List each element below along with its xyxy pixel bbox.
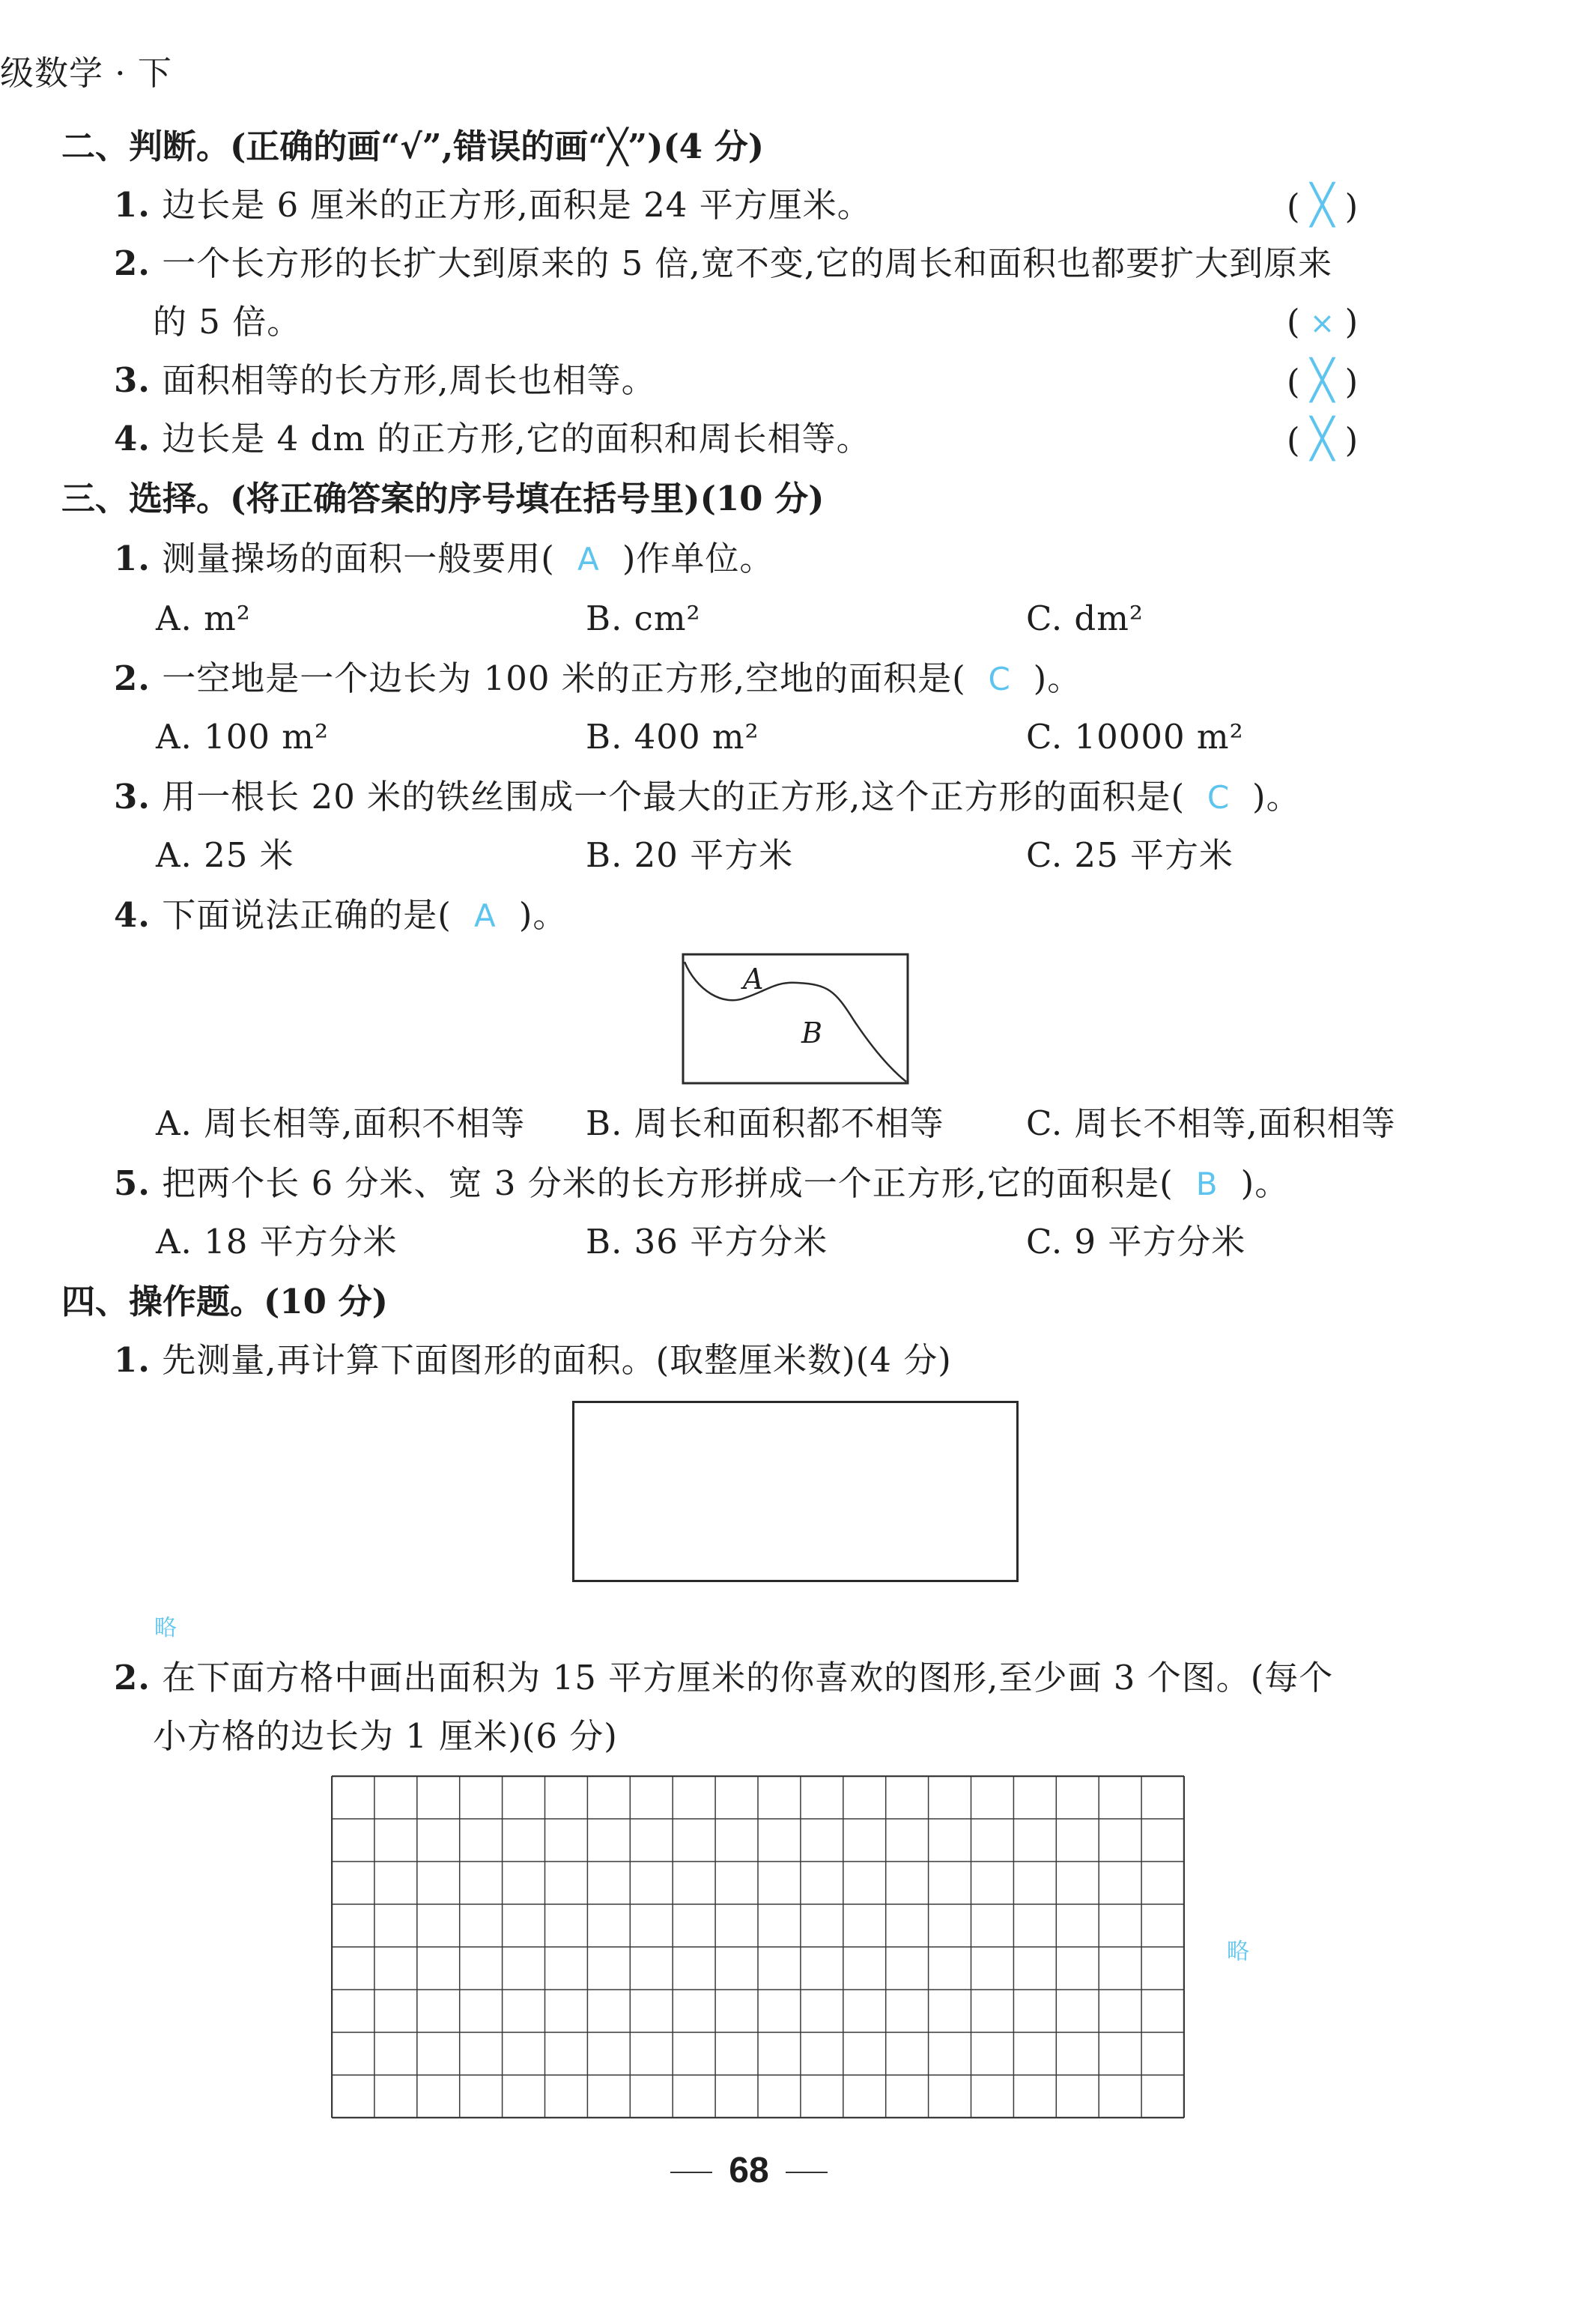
choice-1-option-c: C. dm² (1026, 599, 1144, 638)
choice-2-option-b: B. 400 m² (586, 717, 759, 757)
judge-item-3 (114, 358, 656, 403)
choice-question-4 (114, 893, 567, 939)
judge-item-3-number: 3. (114, 360, 151, 400)
divided-rectangle-figure (682, 953, 909, 1085)
choice-question-5-text: 把两个长 6 分米、宽 3 分米的长方形拼成一个正方形,它的面积是( (162, 1163, 1174, 1203)
judge-answer-3: ( ╳ ) (1287, 358, 1359, 403)
operation-1-answer: 略 (154, 1615, 177, 1641)
judge-item-1-number: 1. (114, 185, 151, 225)
judge-item-4 (114, 417, 871, 461)
judge-item-1-text: 边长是 6 厘米的正方形,面积是 24 平方厘米。 (162, 185, 872, 225)
choice-2-option-c: C. 10000 m² (1026, 717, 1244, 757)
choice-5-option-a: A. 18 平方分米 (156, 1222, 398, 1261)
choice-5-option-b: B. 36 平方分米 (586, 1222, 828, 1261)
operation-question-2-continued: 小方格的边长为 1 厘米)(6 分) (153, 1716, 618, 1756)
choice-question-1-answer: A (577, 541, 600, 578)
choice-question-1-suffix: )作单位。 (622, 539, 774, 578)
judge-item-2-continued: 的 5 倍。 (153, 302, 302, 342)
choice-4-option-c: C. 周长不相等,面积相等 (1026, 1103, 1396, 1143)
choice-question-2-suffix: )。 (1033, 658, 1082, 698)
judge-answer-3-mark: ╳ (1310, 358, 1335, 403)
choice-4-option-a: A. 周长相等,面积不相等 (156, 1103, 526, 1143)
figure-label-b: B (801, 1017, 822, 1049)
operation-question-1-text: 先测量,再计算下面图形的面积。(取整厘米数)(4 分) (162, 1340, 952, 1380)
section-2-heading: 二、判断。(正确的画“√”,错误的画“╳”)(4 分) (61, 127, 765, 166)
choice-question-4-answer: A (473, 897, 497, 934)
choice-3-option-b: B. 20 平方米 (586, 835, 794, 875)
choice-question-5 (114, 1161, 1289, 1207)
page-footer (0, 2150, 1498, 2191)
choice-2-option-a: A. 100 m² (156, 717, 330, 757)
choice-question-5-number: 5. (114, 1163, 151, 1203)
footer-left-dash (670, 2172, 712, 2173)
figure-label-a: A (743, 963, 764, 996)
measure-rectangle (572, 1401, 1019, 1582)
operation-question-2-number: 2. (114, 1658, 151, 1697)
choice-question-3-number: 3. (114, 777, 151, 817)
running-title: 级数学 · 下 (0, 53, 172, 93)
choice-1-option-b: B. cm² (586, 599, 701, 638)
judge-answer-4: ( ╳ ) (1287, 417, 1359, 461)
judge-answer-2: ( × ) (1287, 300, 1358, 346)
choice-question-2-text: 一空地是一个边长为 100 米的正方形,空地的面积是( (162, 658, 966, 698)
choice-question-3-text: 用一根长 20 米的铁丝围成一个最大的正方形,这个正方形的面积是( (162, 777, 1186, 817)
operation-question-2-text: 在下面方格中画出面积为 15 平方厘米的你喜欢的图形,至少画 3 个图。(每个 (162, 1658, 1334, 1697)
page-number: 68 (729, 2151, 769, 2190)
judge-item-3-text: 面积相等的长方形,周长也相等。 (162, 360, 656, 400)
judge-answer-1-mark: ╳ (1310, 183, 1335, 228)
judge-answer-1: ( ╳ ) (1287, 183, 1359, 228)
judge-item-4-number: 4. (114, 419, 151, 458)
judge-item-4-text: 边长是 4 dm 的正方形,它的面积和周长相等。 (162, 419, 871, 458)
judge-item-1 (114, 183, 872, 228)
square-grid[interactable] (331, 1775, 1185, 2118)
choice-question-3 (114, 775, 1301, 820)
choice-question-1-text: 测量操场的面积一般要用( (162, 539, 555, 578)
choice-question-3-suffix: )。 (1252, 777, 1301, 817)
choice-3-option-c: C. 25 平方米 (1026, 835, 1234, 875)
figure-outline (683, 954, 908, 1083)
choice-1-option-a: A. m² (156, 599, 251, 638)
choice-question-5-suffix: )。 (1240, 1163, 1290, 1203)
operation-question-1-number: 1. (114, 1340, 151, 1380)
operation-question-2 (114, 1656, 1333, 1700)
choice-question-3-answer: C (1207, 779, 1231, 816)
judge-item-2 (114, 241, 1332, 286)
choice-3-option-a: A. 25 米 (156, 835, 294, 875)
judge-item-2-number: 2. (114, 243, 151, 283)
judge-answer-2-mark: × (1309, 306, 1335, 341)
choice-question-4-number: 4. (114, 895, 151, 935)
section-4-heading: 四、操作题。(10 分) (61, 1282, 388, 1321)
choice-question-5-answer: B (1195, 1166, 1219, 1202)
choice-question-2-number: 2. (114, 658, 151, 698)
judge-answer-4-mark: ╳ (1310, 417, 1335, 461)
choice-5-option-c: C. 9 平方分米 (1026, 1222, 1246, 1261)
choice-question-2-answer: C (988, 661, 1011, 697)
operation-2-answer: 略 (1227, 1939, 1249, 1965)
section-3-heading: 三、选择。(将正确答案的序号填在括号里)(10 分) (61, 479, 825, 518)
choice-question-2 (114, 656, 1081, 702)
operation-question-1 (114, 1338, 952, 1383)
judge-item-2-text: 一个长方形的长扩大到原来的 5 倍,宽不变,它的周长和面积也都要扩大到原来 (162, 243, 1333, 283)
footer-right-dash (786, 2172, 828, 2173)
choice-question-4-text: 下面说法正确的是( (162, 895, 452, 935)
choice-4-option-b: B. 周长和面积都不相等 (586, 1103, 944, 1143)
choice-question-1 (114, 536, 774, 582)
choice-question-4-suffix: )。 (518, 895, 568, 935)
choice-question-1-number: 1. (114, 539, 151, 578)
